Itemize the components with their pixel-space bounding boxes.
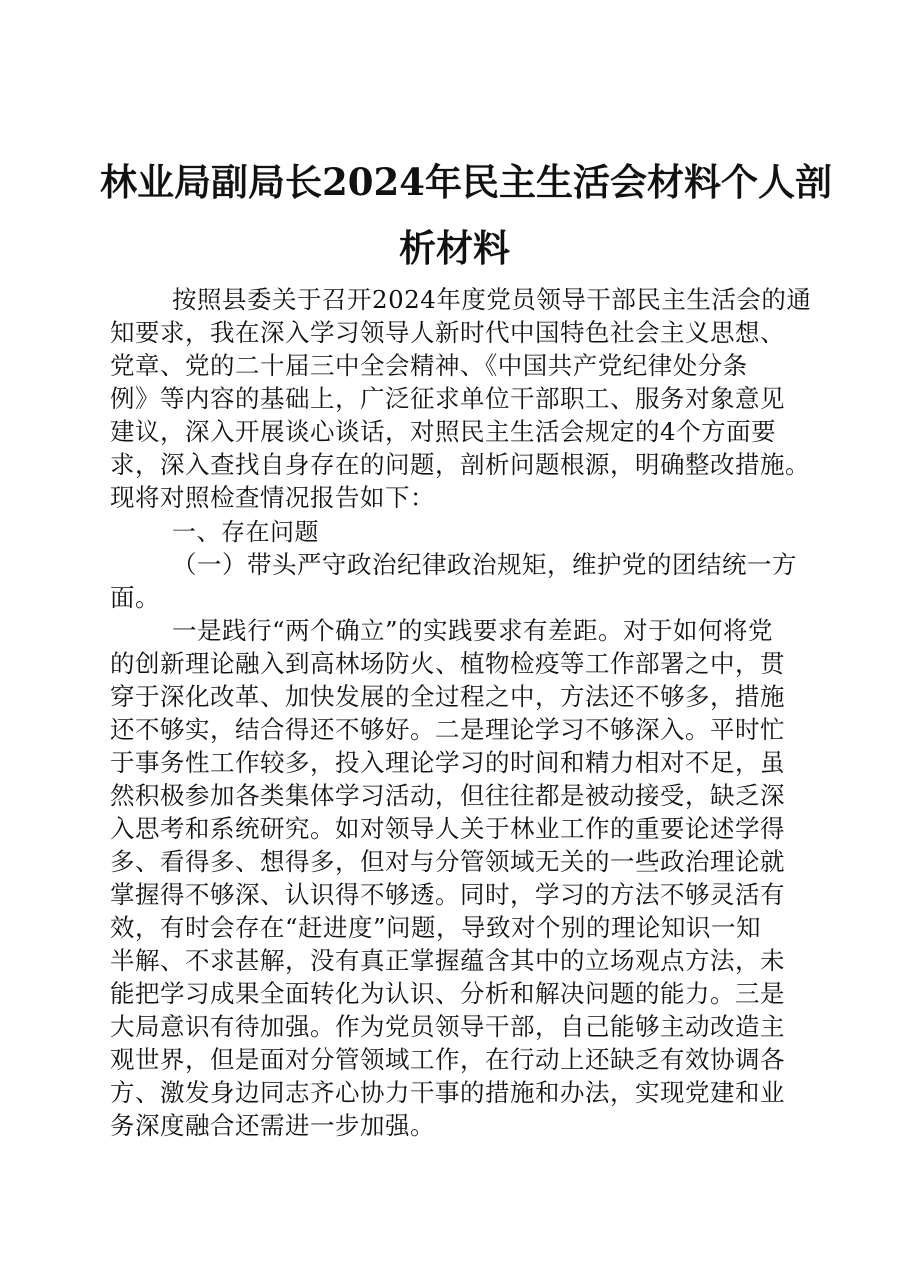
paragraph-line: 建议，深入开展谈心谈话，对照民主生活会规定的4个方面要: [110, 417, 777, 446]
paragraph-line: 入思考和系统研究。如对领导人关于林业工作的重要论述学得: [110, 814, 785, 843]
paragraph-line: 能把学习成果全面转化为认识、分析和解决问题的能力。三是: [110, 979, 785, 1008]
paragraph-line: 务深度融合还需进一步加强。: [110, 1111, 435, 1140]
paragraph-line: 半解、不求甚解，没有真正掌握蕴含其中的立场观点方法，未: [110, 946, 785, 975]
section-heading: 一、存在问题: [172, 518, 319, 546]
paragraph-line: 掌握得不够深、认识得不够透。同时，学习的方法不够灵活有: [110, 880, 785, 909]
paragraph-line: 然积极参加各类集体学习活动，但往往都是被动接受，缺乏深: [110, 781, 785, 810]
document-title-line-2: 析材料: [399, 226, 510, 270]
paragraph-line: 大局意识有待加强。作为党员领导干部，自己能够主动改造主: [110, 1012, 785, 1041]
paragraph-line: 现将对照检查情况报告如下：: [110, 483, 435, 512]
subsection-heading-cont: 面。: [110, 583, 160, 612]
paragraph-line: 于事务性工作较多，投入理论学习的时间和精力相对不足，虽: [110, 748, 785, 777]
paragraph-line: 例》等内容的基础上，广泛征求单位干部职工、服务对象意见: [110, 384, 785, 413]
paragraph-line: 穿于深化改革、加快发展的全过程之中，方法还不够多，措施: [110, 682, 785, 711]
paragraph-line: 观世界，但是面对分管领域工作，在行动上还缺乏有效协调各: [110, 1045, 785, 1074]
paragraph-line: 党章、党的二十届三中全会精神、《中国共产党纪律处分条: [110, 351, 748, 380]
paragraph-line: 求，深入查找自身存在的问题，剖析问题根源，明确整改措施。: [110, 450, 810, 479]
paragraph-line: 多、看得多、想得多，但对与分管领域无关的一些政治理论就: [110, 847, 785, 876]
paragraph-line: 还不够实，结合得还不够好。二是理论学习不够深入。平时忙: [110, 715, 785, 744]
paragraph-line: 的创新理论融入到高林场防火、植物检疫等工作部署之中，贯: [110, 649, 785, 678]
paragraph-line: 知要求，我在深入学习领导人新时代中国特色社会主义思想、: [110, 318, 785, 347]
subsection-heading: （一）带头严守政治纪律政治规矩，维护党的团结统一方: [172, 550, 797, 579]
paragraph-line: 一是践行“两个确立”的实践要求有差距。对于如何将党: [172, 616, 774, 645]
paragraph-line: 方、激发身边同志齐心协力干事的措施和办法，实现党建和业: [110, 1078, 785, 1107]
paragraph-line: 按照县委关于召开2024年度党员领导干部民主生活会的通: [172, 285, 812, 314]
document-title-line-1: 林业局副局长2024年民主生活会材料个人剖: [100, 160, 832, 204]
paragraph-line: 效，有时会存在“赶进度”问题，导致对个别的理论知识一知: [110, 913, 762, 942]
